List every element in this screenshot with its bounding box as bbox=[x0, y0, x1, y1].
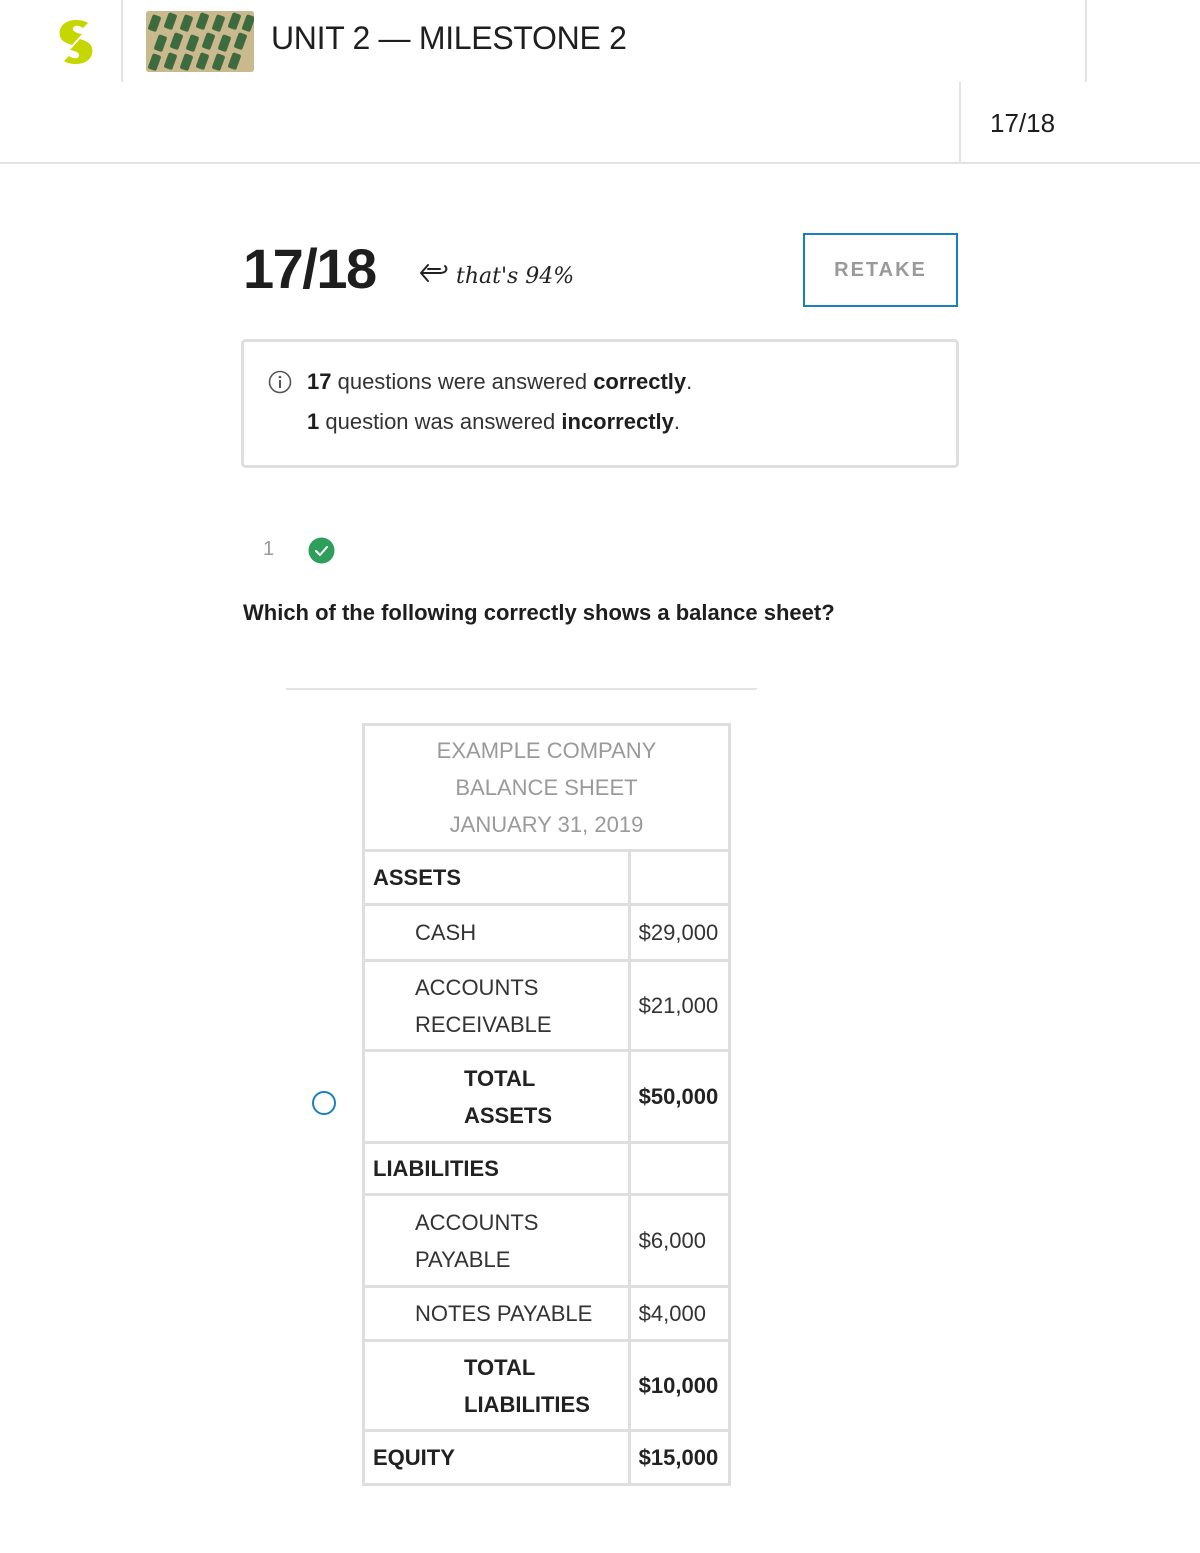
row-label: ACCOUNTS PAYABLE bbox=[364, 1195, 630, 1287]
retake-button[interactable]: RETAKE bbox=[803, 233, 958, 307]
row-label: TOTAL ASSETS bbox=[364, 1051, 630, 1143]
table-row bbox=[364, 1051, 730, 1143]
row-value bbox=[629, 851, 729, 905]
row-value: $6,000 bbox=[629, 1195, 729, 1287]
question-text: Which of the following correctly shows a balance sheet? bbox=[243, 600, 835, 625]
row-value: $4,000 bbox=[629, 1287, 729, 1341]
summary-correct: 17 questions were answered correctly. bbox=[307, 369, 693, 394]
percent-note-text: that's 94% bbox=[456, 263, 575, 289]
result-score: 17/18 bbox=[243, 237, 376, 300]
sophia-logo-icon[interactable] bbox=[52, 16, 100, 68]
row-label: EQUITY bbox=[364, 1431, 630, 1485]
row-label: ACCOUNTS RECEIVABLE bbox=[364, 961, 630, 1051]
answer-radio[interactable] bbox=[312, 1091, 336, 1115]
results-summary bbox=[241, 339, 959, 468]
row-label: TOTAL LIABILITIES bbox=[364, 1341, 630, 1431]
table-row bbox=[364, 1195, 730, 1287]
table-row bbox=[364, 1287, 730, 1341]
header-divider bbox=[121, 0, 123, 82]
table-row bbox=[364, 1431, 730, 1485]
row-label: ASSETS bbox=[364, 851, 630, 905]
row-value bbox=[629, 1143, 729, 1195]
row-label: CASH bbox=[364, 905, 630, 961]
row-value: $21,000 bbox=[629, 961, 729, 1051]
check-circle-icon bbox=[308, 537, 335, 564]
score-divider bbox=[959, 82, 961, 164]
arrow-back-icon bbox=[418, 262, 450, 290]
table-title-line: EXAMPLE COMPANY bbox=[436, 738, 657, 763]
row-value: $15,000 bbox=[629, 1431, 729, 1485]
row-label: LIABILITIES bbox=[364, 1143, 630, 1195]
percent-note bbox=[418, 262, 574, 290]
table-title bbox=[364, 725, 730, 851]
balance-sheet-table bbox=[362, 723, 731, 1486]
header-divider bbox=[1085, 0, 1087, 82]
table-title-line: JANUARY 31, 2019 bbox=[449, 812, 644, 837]
unit-title: UNIT 2 — MILESTONE 2 bbox=[271, 20, 627, 56]
table-header-row bbox=[364, 725, 730, 851]
table-row bbox=[364, 1143, 730, 1195]
header-bottom-border bbox=[0, 162, 1200, 164]
answer-divider bbox=[286, 688, 757, 690]
header-score: 17/18 bbox=[990, 108, 1056, 138]
table-row bbox=[364, 851, 730, 905]
row-value: $29,000 bbox=[629, 905, 729, 961]
table-row bbox=[364, 1341, 730, 1431]
row-value: $10,000 bbox=[629, 1341, 729, 1431]
table-title-line: BALANCE SHEET bbox=[455, 775, 638, 800]
info-icon bbox=[268, 370, 292, 394]
course-thumbnail bbox=[146, 11, 254, 72]
table-row bbox=[364, 961, 730, 1051]
table-row bbox=[364, 905, 730, 961]
summary-incorrect: 1 question was answered incorrectly. bbox=[307, 409, 681, 434]
question-number: 1 bbox=[263, 538, 275, 560]
row-label: NOTES PAYABLE bbox=[364, 1287, 630, 1341]
row-value: $50,000 bbox=[629, 1051, 729, 1143]
